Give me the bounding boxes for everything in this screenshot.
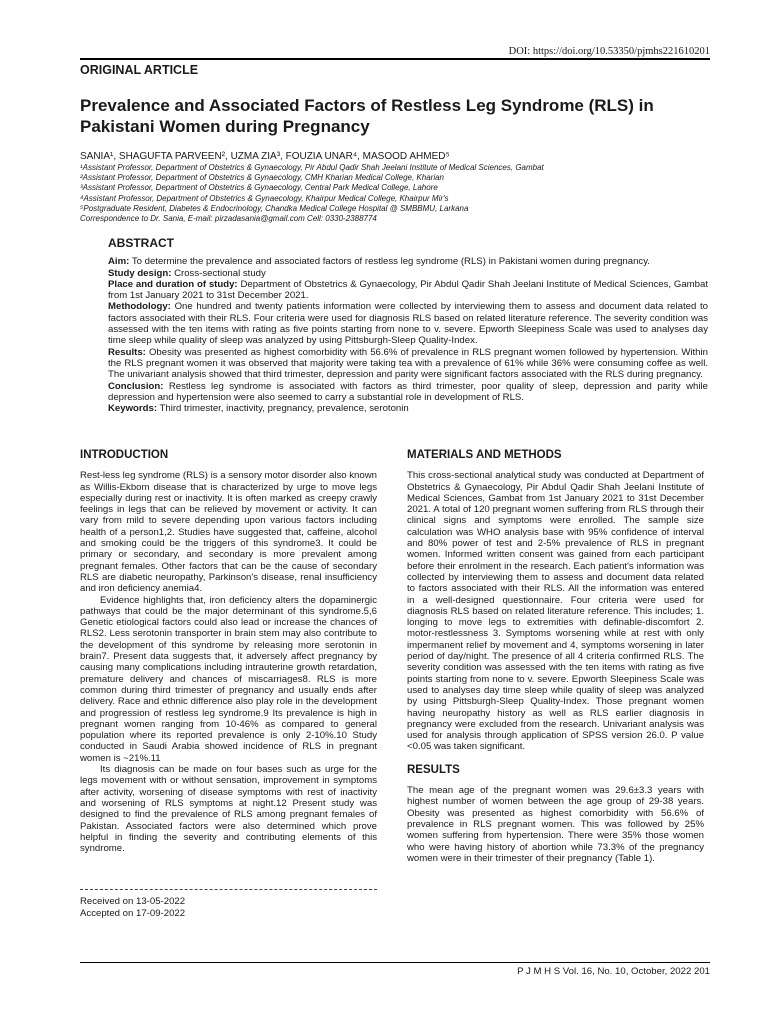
results-text: The mean age of the pregnant women was 29.6±3.3 years with highest number of women between the age group of 29-38 years. Obesity was presented as highest comorbidity with 56.6% of prevalence in RLS pregnant women. This was followed by 25% women suffering from hypertension. There were 35% those women who were having history of abortion while 73.3% of the pregnancy women were in their trimester of their pregnancy (Table 1).	[407, 785, 704, 864]
affiliation-5: ⁵Postgraduate Resident, Diabetes & Endocrinology, Chandka Medical College Hospital @ SMBBMU, Larkana	[80, 203, 469, 213]
abstract-methodology: Methodology: One hundred and twenty patients information were collected by interviewing them to assess and document data related to factors associated with their RLS. Four criteria were used for diagnosis RLS based on related literature reference. The severity condition was assessed with the ten items with rating as five points starting from none to v. severe. Epworth Sleepiness Scale was used to analyses day time sleep while quality of sleep was analyzed by using Pittsburgh-Sleep Quality-Index.	[108, 301, 708, 347]
abstract	[108, 238, 708, 414]
right-column	[407, 450, 704, 864]
affiliation-2: ²Assistant Professor, Department of Obstetrics & Gynaecology, CMH Kharian Medical College, Kharian	[80, 173, 445, 183]
doi-line: DOI: https://doi.org/10.53350/pjmhs221610201	[508, 46, 710, 57]
affiliation-1: ¹Assistant Professor, Department of Obstetrics & Gynaecology, Pir Abdul Qadir Shah Jeelani Institute of Medical Sciences, Gambat	[80, 163, 544, 172]
correspondence: Correspondence to Dr. Sania, E-mail: pirzadasania@gmail.com Cell: 0330-2388774	[80, 214, 377, 224]
top-rule	[80, 58, 710, 60]
introduction-paragraph-2: Evidence highlights that, iron deficiency alters the dopaminergic pathways that could be the major determinant of this syndrome.5,6 Genetic etiological factors could also lead or increase the chances of RLS2. Less serotonin transporter in brain stem may also contribute to the development of this syndrome by releasing more serotonin in brain7. Present data suggests that, it adversely affect pregnancy by causing many complications including intrauterine growth retardation, premature delivery and chances of miscarriages8. RLS is more common during third trimester of pregnancy and usually ends after delivery. Race and ethnic difference also play role in the development and progression of restless leg syndrome.9 Its prevalence is high in pregnant women ranging from 10-46% as compared to general population where its reported prevalence is only 2-10%.10 Study conducted in Saudi Arabia showed incidence of RLS in pregnant women is ~21%.11	[80, 594, 377, 764]
affiliation-4: ⁴Assistant Professor, Department of Obstetrics & Gynaecology, Khairpur Medical College, Khairpur Mir's	[80, 193, 449, 203]
abstract-keywords: Keywords: Third trimester, inactivity, pregnancy, prevalence, serotonin	[108, 403, 409, 415]
affiliations	[80, 163, 720, 224]
affiliation-3: ³Assistant Professor, Department of Obstetrics & Gynaecology, Central Park Medical College, Lahore	[80, 183, 438, 193]
received-date: Received on 13-05-2022	[80, 896, 186, 907]
abstract-conclusion: Conclusion: Restless leg syndrome is associated with factors as third trimester, poor quality of sleep, depression and parity while depression and hypertension were also seemed to carry a substantial role in development of RLS.	[108, 380, 708, 403]
journal-footer: P J M H S Vol. 16, No. 10, October, 2022 201	[517, 966, 710, 977]
materials-text: This cross-sectional analytical study was conducted at Department of Obstetrics & Gynaecology, Pir Abdul Qadir Shah Jeelani Institute of Medical Sciences, Gambat from 1st January 2021 to 31st December 2021. A total of 120 pregnant women suffering from RLS through their clinical signs and symptoms were enrolled. The sample size calculation was WHO analysis base with 95% confidence of interval and 80% power of test and 2-5% prevalence of RLS in pregnant women. Informed written consent was gained from each participant before their enrolment in the research. Each patient's information was collected by interviewing them to assess and document data related to factors associated with their RLS. All the information was entered in a well-designed questionnaire. Four criteria were used for diagnosis RLS based on related literature reference. This includes; 1. longing to move legs to extremities with definable-discomfort 2. motor-restlessness 3. Symptoms worsening while at rest with only impermanent relief by movement and 4, symptoms worsening in later period of day/night. The presence of all 4 criteria confirmed RLS. The severity condition was assessed with the ten items with rating as five points starting from none to v. severe. Epworth Sleepiness Scale was used to analyses day time sleep while quality of sleep was analyzed by using Pittsburgh-Sleep Quality-Index. Those pregnant women having neuropathy history as well as RLS earlier diagnosis in pregnancy were excluded from the research. Univariant analysis was used for analysis through application of SPSS version 26.0. P value <0.05 was taken significant.	[407, 470, 704, 753]
author-list: SANIA¹, SHAGUFTA PARVEEN², UZMA ZIA³, FOUZIA UNAR⁴, MASOOD AHMED⁵	[80, 151, 450, 162]
bottom-rule	[80, 962, 710, 963]
abstract-design: Study design: Cross-sectional study	[108, 267, 266, 279]
introduction-heading: INTRODUCTION	[80, 449, 169, 461]
article-type: ORIGINAL ARTICLE	[80, 63, 199, 77]
paper-title: Prevalence and Associated Factors of Restless Leg Syndrome (RLS) in Pakistani Women during Pregnancy	[80, 96, 654, 136]
materials-heading: MATERIALS AND METHODS	[407, 449, 562, 461]
abstract-place: Place and duration of study: Department of Obstetrics & Gynaecology, Pir Abdul Qadir Shah Jeelani Institute of Medical Sciences, Gambat from 1st January 2021 to 31st December 2021.	[108, 278, 708, 302]
results-heading: RESULTS	[407, 763, 460, 776]
abstract-heading: ABSTRACT	[108, 236, 174, 250]
left-column	[80, 450, 377, 854]
abstract-aim: Aim: To determine the prevalence and associated factors of restless leg syndrome (RLS) in Pakistani women during pregnancy.	[108, 256, 650, 268]
accepted-date: Accepted on 17-09-2022	[80, 908, 186, 919]
introduction-paragraph-3: Its diagnosis can be made on four bases such as urge for the legs movement with or without sensation, improvement in symptoms after activity, worsening of disease symptoms with rest of inactivity and worsening of RLS symptoms at night.12 Present study was designed to find the prevalence of RLS among pregnant females of Pakistan. Associated factors were also determined which prove helpful in finding the severity and contributing elements of this syndrome.	[80, 764, 377, 855]
dates	[80, 896, 185, 920]
abstract-results: Results: Obesity was presented as highest comorbidity with 56.6% of prevalence in RLS pregnant women followed by hypertension. Within the RLS pregnant women it was observed that majority were taking tea with a prevalence of 61% while 36% were consuming coffee as well. The univariant analysis showed that third trimester, depression and parity were significant factors associated with the RLS during pregnancy.	[108, 346, 708, 381]
footnote-divider	[80, 889, 377, 890]
introduction-paragraph-1: Rest-less leg syndrome (RLS) is a sensory motor disorder also known as Willis-Ekbom disease that is characterized by urge to move legs especially during rest or inactivity. It is often marked as creepy crawly feelings in legs that can be relieved by movement or activity. It can vary from mild to severe depending upon various factors including health of a person1,2. Studies have suggested that, caffeine, alcohol and smoking could be the triggers of this syndrome3. It could be primary or secondary, and secondary is more prevalent among pregnant females. Other factors that can be the cause of secondary RLS are diabetic neuropathy, Parkinson's disease, renal insufficiency and iron deficiency anemia4.	[80, 470, 377, 595]
